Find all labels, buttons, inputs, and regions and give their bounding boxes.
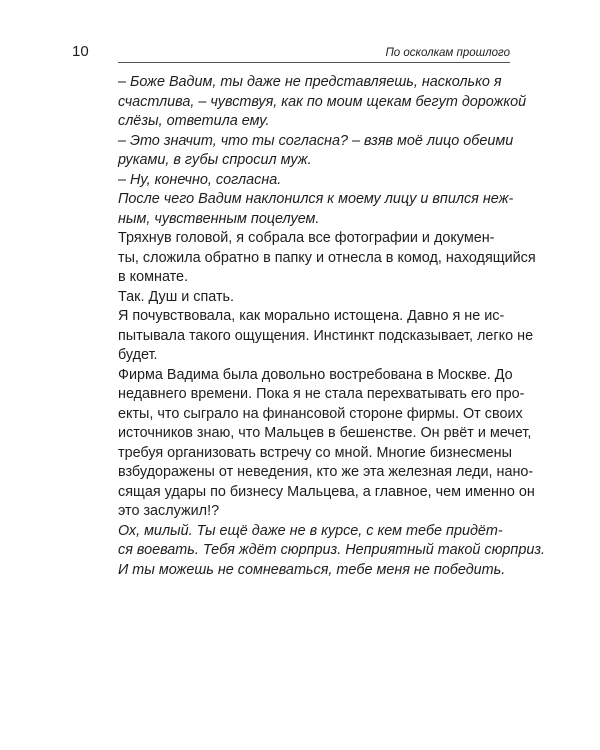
text-line: екты, что сыграло на финансовой стороне фирмы. От своих <box>118 405 523 422</box>
paragraph <box>118 73 527 132</box>
text-line: требуя организовать встречу со мной. Многие бизнесмены <box>118 444 512 461</box>
paragraph <box>118 366 535 522</box>
page-number: 10 <box>72 43 89 60</box>
text-line: ся воевать. Тебя ждёт сюрприз. Неприятный такой сюрприз. <box>118 542 546 558</box>
paragraph <box>118 522 546 581</box>
text-line: недавнего времени. Пока я не стала перехватывать его про- <box>118 386 525 402</box>
text-line: Фирма Вадима была довольно востребована в Москве. До <box>118 366 513 383</box>
text-line: сящая удары по бизнесу Мальцева, а главное, чем именно он <box>118 483 535 500</box>
text-line: Я почувствовала, как морально истощена. Давно я не ис- <box>118 308 505 324</box>
text-line: Тряхнув головой, я собрала все фотографии и докумен- <box>118 230 495 246</box>
text-line: И ты можешь не сомневаться, тебе меня не победить. <box>118 561 506 578</box>
paragraph <box>118 132 514 171</box>
text-line: – Боже Вадим, ты даже не представляешь, насколько я <box>118 74 502 90</box>
text-line: Так. Душ и спать. <box>118 288 235 305</box>
text-line: в комнате. <box>118 269 189 285</box>
text-line: будет. <box>118 347 158 363</box>
running-header <box>118 44 510 63</box>
text-line: слёзы, ответила ему. <box>118 113 270 129</box>
text-line: руками, в губы спросил муж. <box>118 152 312 168</box>
text-line: это заслужил!? <box>118 503 220 519</box>
text-line: Ох, милый. Ты ещё даже не в курсе, с кем тебе придёт- <box>118 522 503 539</box>
paragraph <box>118 229 536 288</box>
text-line: пытывала такого ощущения. Инстинкт подсказывает, легко не <box>118 327 534 344</box>
text-line: После чего Вадим наклонился к моему лицу и впился неж- <box>118 191 514 207</box>
text-line: источников знаю, что Мальцев в бешенстве. Он рвёт и мечет, <box>118 425 532 441</box>
paragraph <box>118 190 514 229</box>
text-line: – Ну, конечно, согласна. <box>118 171 282 188</box>
text-line: ным, чувственным поцелуем. <box>118 210 320 227</box>
paragraph <box>118 307 534 366</box>
text-line: взбудоражены от неведения, кто же эта железная леди, нано- <box>118 464 534 480</box>
text-line: счастлива, – чувствуя, как по моим щекам бегут дорожкой <box>118 93 527 110</box>
book-title: По осколкам прошлого <box>385 47 510 59</box>
page-body <box>118 73 546 580</box>
paragraph <box>118 171 498 191</box>
text-line: ты, сложила обратно в папку и отнесла в комод, находящийся <box>118 249 536 266</box>
paragraph <box>118 288 498 308</box>
text-line: – Это значит, что ты согласна? – взяв моё лицо обеими <box>118 132 514 149</box>
